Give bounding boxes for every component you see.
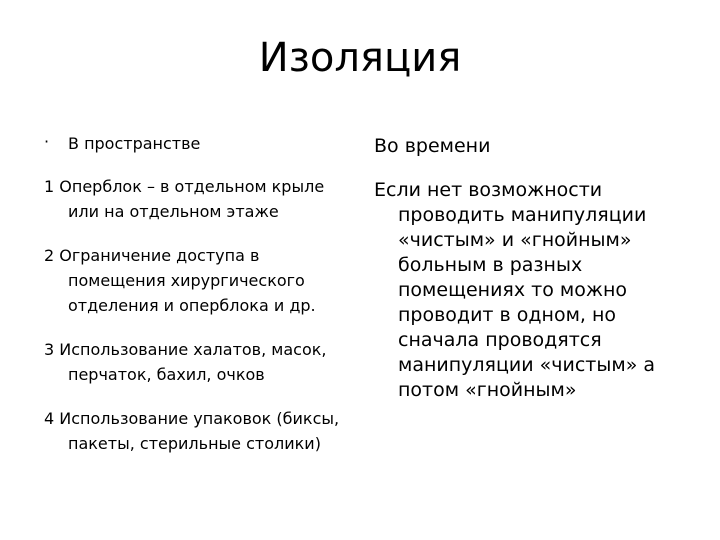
left-heading-line — [44, 133, 344, 155]
left-item-3: 3 Использование халатов, масок, перчаток, бахил, очков — [44, 340, 327, 384]
slide-title: Изоляция — [258, 35, 462, 81]
right-column — [374, 134, 674, 403]
left-column — [44, 133, 344, 456]
right-heading: Во времени — [374, 135, 491, 157]
bullet-icon: · — [44, 132, 50, 151]
left-item-1: 1 Оперблок – в отдельном крыле или на отдельном этаже — [44, 177, 325, 221]
left-item-4: 4 Использование упаковок (биксы, пакеты, стерильные столики) — [44, 409, 340, 453]
right-paragraph: Если нет возможности проводить манипуляции «чистым» и «гнойным» больным в разных помещениях то можно проводит в одном, но сначала проводятся манипуляции «чистым» а потом «гнойным» — [374, 179, 656, 401]
left-item-2: 2 Ограничение доступа в помещения хирургического отделения и оперблока и др. — [44, 246, 316, 315]
left-heading: В пространстве — [68, 134, 201, 153]
